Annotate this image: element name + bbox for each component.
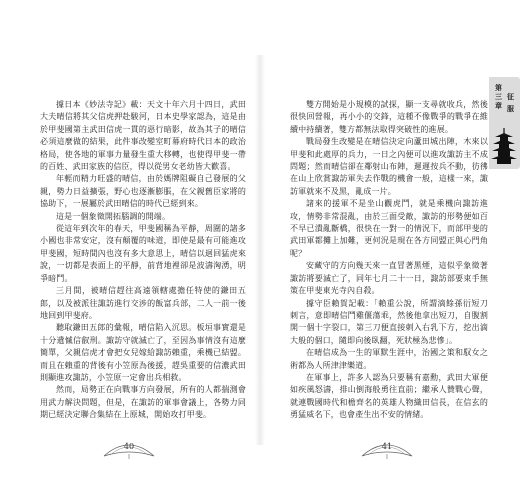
- paragraph: 在晴信成為一生的軍默生涯中，治國之策和馭女之術都為人所津津樂道。: [290, 348, 488, 370]
- page-folio-right: [360, 438, 414, 460]
- paragraph: 據日本《妙法寺記》載：天文十年六月十四日，武田大夫晴信將其父信虎押赴駿河，日本史學家認為，這是由於甲斐國第主武田信虎一貫的惡行暗影，故為其子的晴信必須這麼做的結果，此件事改變室町幕府時代日本的政治格局，使各地的軍事力量發生重大移轉，也使得甲斐一帶的百姓、武田家族的信臣，得以從男女老幼皆大歡喜。: [40, 100, 246, 172]
- right-page-body: [290, 99, 488, 422]
- paragraph: 這是一個象徵開拓腦調的開端。: [56, 211, 171, 221]
- paragraph: 年輕而精力旺盛的晴信，由於媽牌阻礙自己發展的父親，勢力日益擴張，野心也逐漸膨脹，在父親舊臣家將的協助下，一展屬於武田晴信的時代已經到來。: [40, 174, 246, 209]
- paragraph: 三月間，被晴信趕往高遠領轄處擔任特使的鎌田五郎，以及被派往諏訪進行交涉的飯富兵部，二人一前一後地回到甲斐府。: [40, 286, 246, 320]
- page-folio-left: [102, 438, 156, 460]
- paragraph: 在軍事上，許多人認為只要稱有嘉勳，武田大軍便如疾風怒濤，排山倒海般勇往直前；繼承人贊戰心聲，就連戰國時代和檐齊名的英雄人物織田信長，在信玄的勇猛威名下，也會產生出不安的情緒。: [290, 372, 488, 420]
- paragraph: 據守臣賴賀記載：「賴重公說，所謂滴餘孫衍短刀刺言，意即晴信鬥雞偃蕩乖，然後他拿出短刀，自腹割開一個十字裂口，第三刀便直接刺入右乳下方，挖出滴大般的個口，隨即向後臥翻，死狀極為悲慘」。: [290, 298, 488, 345]
- left-page-body: [40, 99, 246, 422]
- chapter-label: 第三章: [495, 83, 502, 110]
- left-page: [0, 0, 258, 500]
- paragraph: 戰局發生改變是在晴信決定向蘆田城出陣，木來以甲斐和此處厚的兵力，一日之內便可以進攻諏訪主不成問題；然而晴信卻在鄰射山布陣，遲遲按兵不動，彷彿在山上欣賞諏訪軍失去作戰的機會一般，這樣一來，諏訪軍就來不及黑，亂成一片。: [290, 137, 488, 196]
- page-number: 40: [123, 442, 135, 451]
- pagoda-icon: [491, 128, 517, 164]
- paragraph: 從這年到次年的春天，甲斐國稱為平靜，周圍的諸多小國也非常安定，沒有顛覆的味道，即使是最有可能進攻甲斐國，短時間內也沒有多大意思上，晴信以迴回猛虎來說，一切都是表面上的平靜，前背地裡卻是波濤洶湧，明爭暗鬥。: [40, 224, 246, 283]
- chapter-topic: 征服: [507, 92, 514, 113]
- right-page: [262, 0, 520, 500]
- paragraph: 然而，局勢正在向戰事方向發展，所有的人都揣測會用武力解決問題，但是，在諏訪的軍事會議上，各勢力同期已經決定聯合集結在上原城，開始攻打甲斐。: [40, 385, 246, 420]
- paragraph: 諸來的援軍不是坐山觀虎鬥，就是乘機向諏訪進攻，情勢非常混亂，由於三面受敵，諏訪的形勢便如百不早已潰亂斷橋，很快在一對一的情況下，而部甲斐的武田軍都攤上加難，更何況是現在各方同盟正與心門角呢？: [290, 199, 488, 258]
- paragraph: 雙方開始是小規模的試探，顯一支尋就收兵，然後很快回營報，再小小的交鋒，這種不像戰爭的戰爭在維續中持續著，雙方都無法取得突破性的進展。: [290, 100, 488, 134]
- paragraph: 安藏守的方向幾天來一直冒著黑煙，這似乎象徵著諏訪將要滅亡了，同年七月二十一日，諏訪部要束手無策在甲斐東光寺內自殺。: [290, 261, 488, 296]
- paragraph: 聽取鎌田五郎的彙報，晴信陷入沉思。板垣事實還是十分遺慽信叡刑。諏訪守就滅亡了，至因為事情沒有這麼簡單，父親信虎才會把女兒嫁給諏訪賴重，乘機已結盟。而且在賴重的背後有小笠原為後援，趕吳重要的信濃武田則顯進攻諏訪，小笠原一定會出兵相救。: [40, 323, 246, 382]
- page-number: 41: [381, 442, 393, 451]
